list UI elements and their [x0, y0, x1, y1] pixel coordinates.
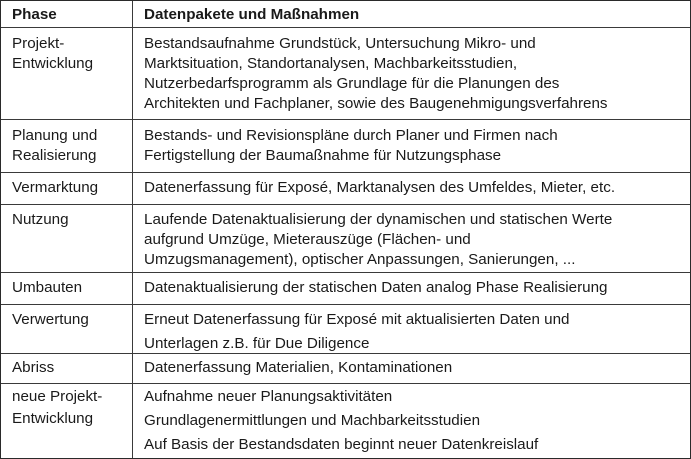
phase-text: Umbauten [12, 279, 83, 296]
phase-text: Realisierung [12, 147, 97, 164]
header-content: Datenpakete und Maßnahmen [144, 6, 360, 23]
phase-text: Entwicklung [12, 410, 94, 427]
content-text: Marktsituation, Standortanalysen, Machbarkeitsstudien, [144, 55, 518, 72]
table-row [1, 354, 690, 384]
phase-cell [1, 273, 133, 304]
phase-text: Nutzung [12, 211, 69, 228]
table-row [1, 305, 690, 354]
content-text: Laufende Datenaktualisierung der dynamischen und statischen Werte [144, 211, 613, 228]
content-text: Datenerfassung Materialien, Kontaminationen [144, 359, 453, 376]
content-text: Datenaktualisierung der statischen Daten analog Phase Realisierung [144, 279, 608, 296]
content-cell [134, 28, 690, 119]
phase-cell [1, 384, 133, 458]
content-text: Unterlagen z.B. für Due Diligence [144, 335, 370, 352]
header-phase: Phase [1, 1, 133, 27]
phase-cell [1, 173, 133, 204]
content-text: Bestandsaufnahme Grundstück, Untersuchung Mikro- und [144, 35, 536, 52]
content-text: Grundlagenermittlungen und Machbarkeitsstudien [144, 412, 481, 429]
table-row [1, 384, 690, 458]
content-text: Erneut Datenerfassung für Exposé mit aktualisierten Daten und [144, 311, 570, 328]
phase-cell [1, 28, 133, 119]
table-row [1, 173, 690, 205]
content-cell [134, 120, 690, 172]
phase-cell [1, 120, 133, 172]
content-text: Umzugsmanagement), optischer Anpassungen, Sanierungen, ... [144, 251, 576, 268]
content-text: Bestands- und Revisionspläne durch Planer und Firmen nach [144, 127, 558, 144]
content-cell [134, 173, 690, 204]
content-text: Architekten und Fachplaner, sowie des Baugenehmigungsverfahrens [144, 95, 608, 112]
phase-text: Vermarktung [12, 179, 99, 196]
phase-text: Abriss [12, 359, 55, 376]
phase-text: Projekt- [12, 35, 65, 52]
content-text: Datenerfassung für Exposé, Marktanalysen des Umfeldes, Mieter, etc. [144, 179, 616, 196]
table-row [1, 120, 690, 173]
content-cell [134, 273, 690, 304]
content-text: Nutzerbedarfsprogramm als Grundlage für die Planungen des [144, 75, 560, 92]
content-text: Fertigstellung der Baumaßnahme für Nutzungsphase [144, 147, 502, 164]
phase-cell [1, 354, 133, 383]
phase-cell [1, 305, 133, 353]
content-cell [134, 384, 690, 458]
content-text: Auf Basis der Bestandsdaten beginnt neuer Datenkreislauf [144, 436, 539, 453]
phase-text: Planung und [12, 127, 98, 144]
content-cell [134, 205, 690, 272]
content-text: Aufnahme neuer Planungsaktivitäten [144, 388, 393, 405]
phase-cell [1, 205, 133, 272]
table-row [1, 205, 690, 273]
table-row [1, 273, 690, 305]
table-row [1, 28, 690, 120]
content-cell [134, 305, 690, 353]
content-cell [134, 354, 690, 383]
phase-text: Verwertung [12, 311, 89, 328]
phase-text: neue Projekt- [12, 388, 103, 405]
phase-text: Entwicklung [12, 55, 94, 72]
content-text: aufgrund Umzüge, Mieterauszüge (Flächen- und [144, 231, 471, 248]
table-header-row [1, 1, 690, 28]
